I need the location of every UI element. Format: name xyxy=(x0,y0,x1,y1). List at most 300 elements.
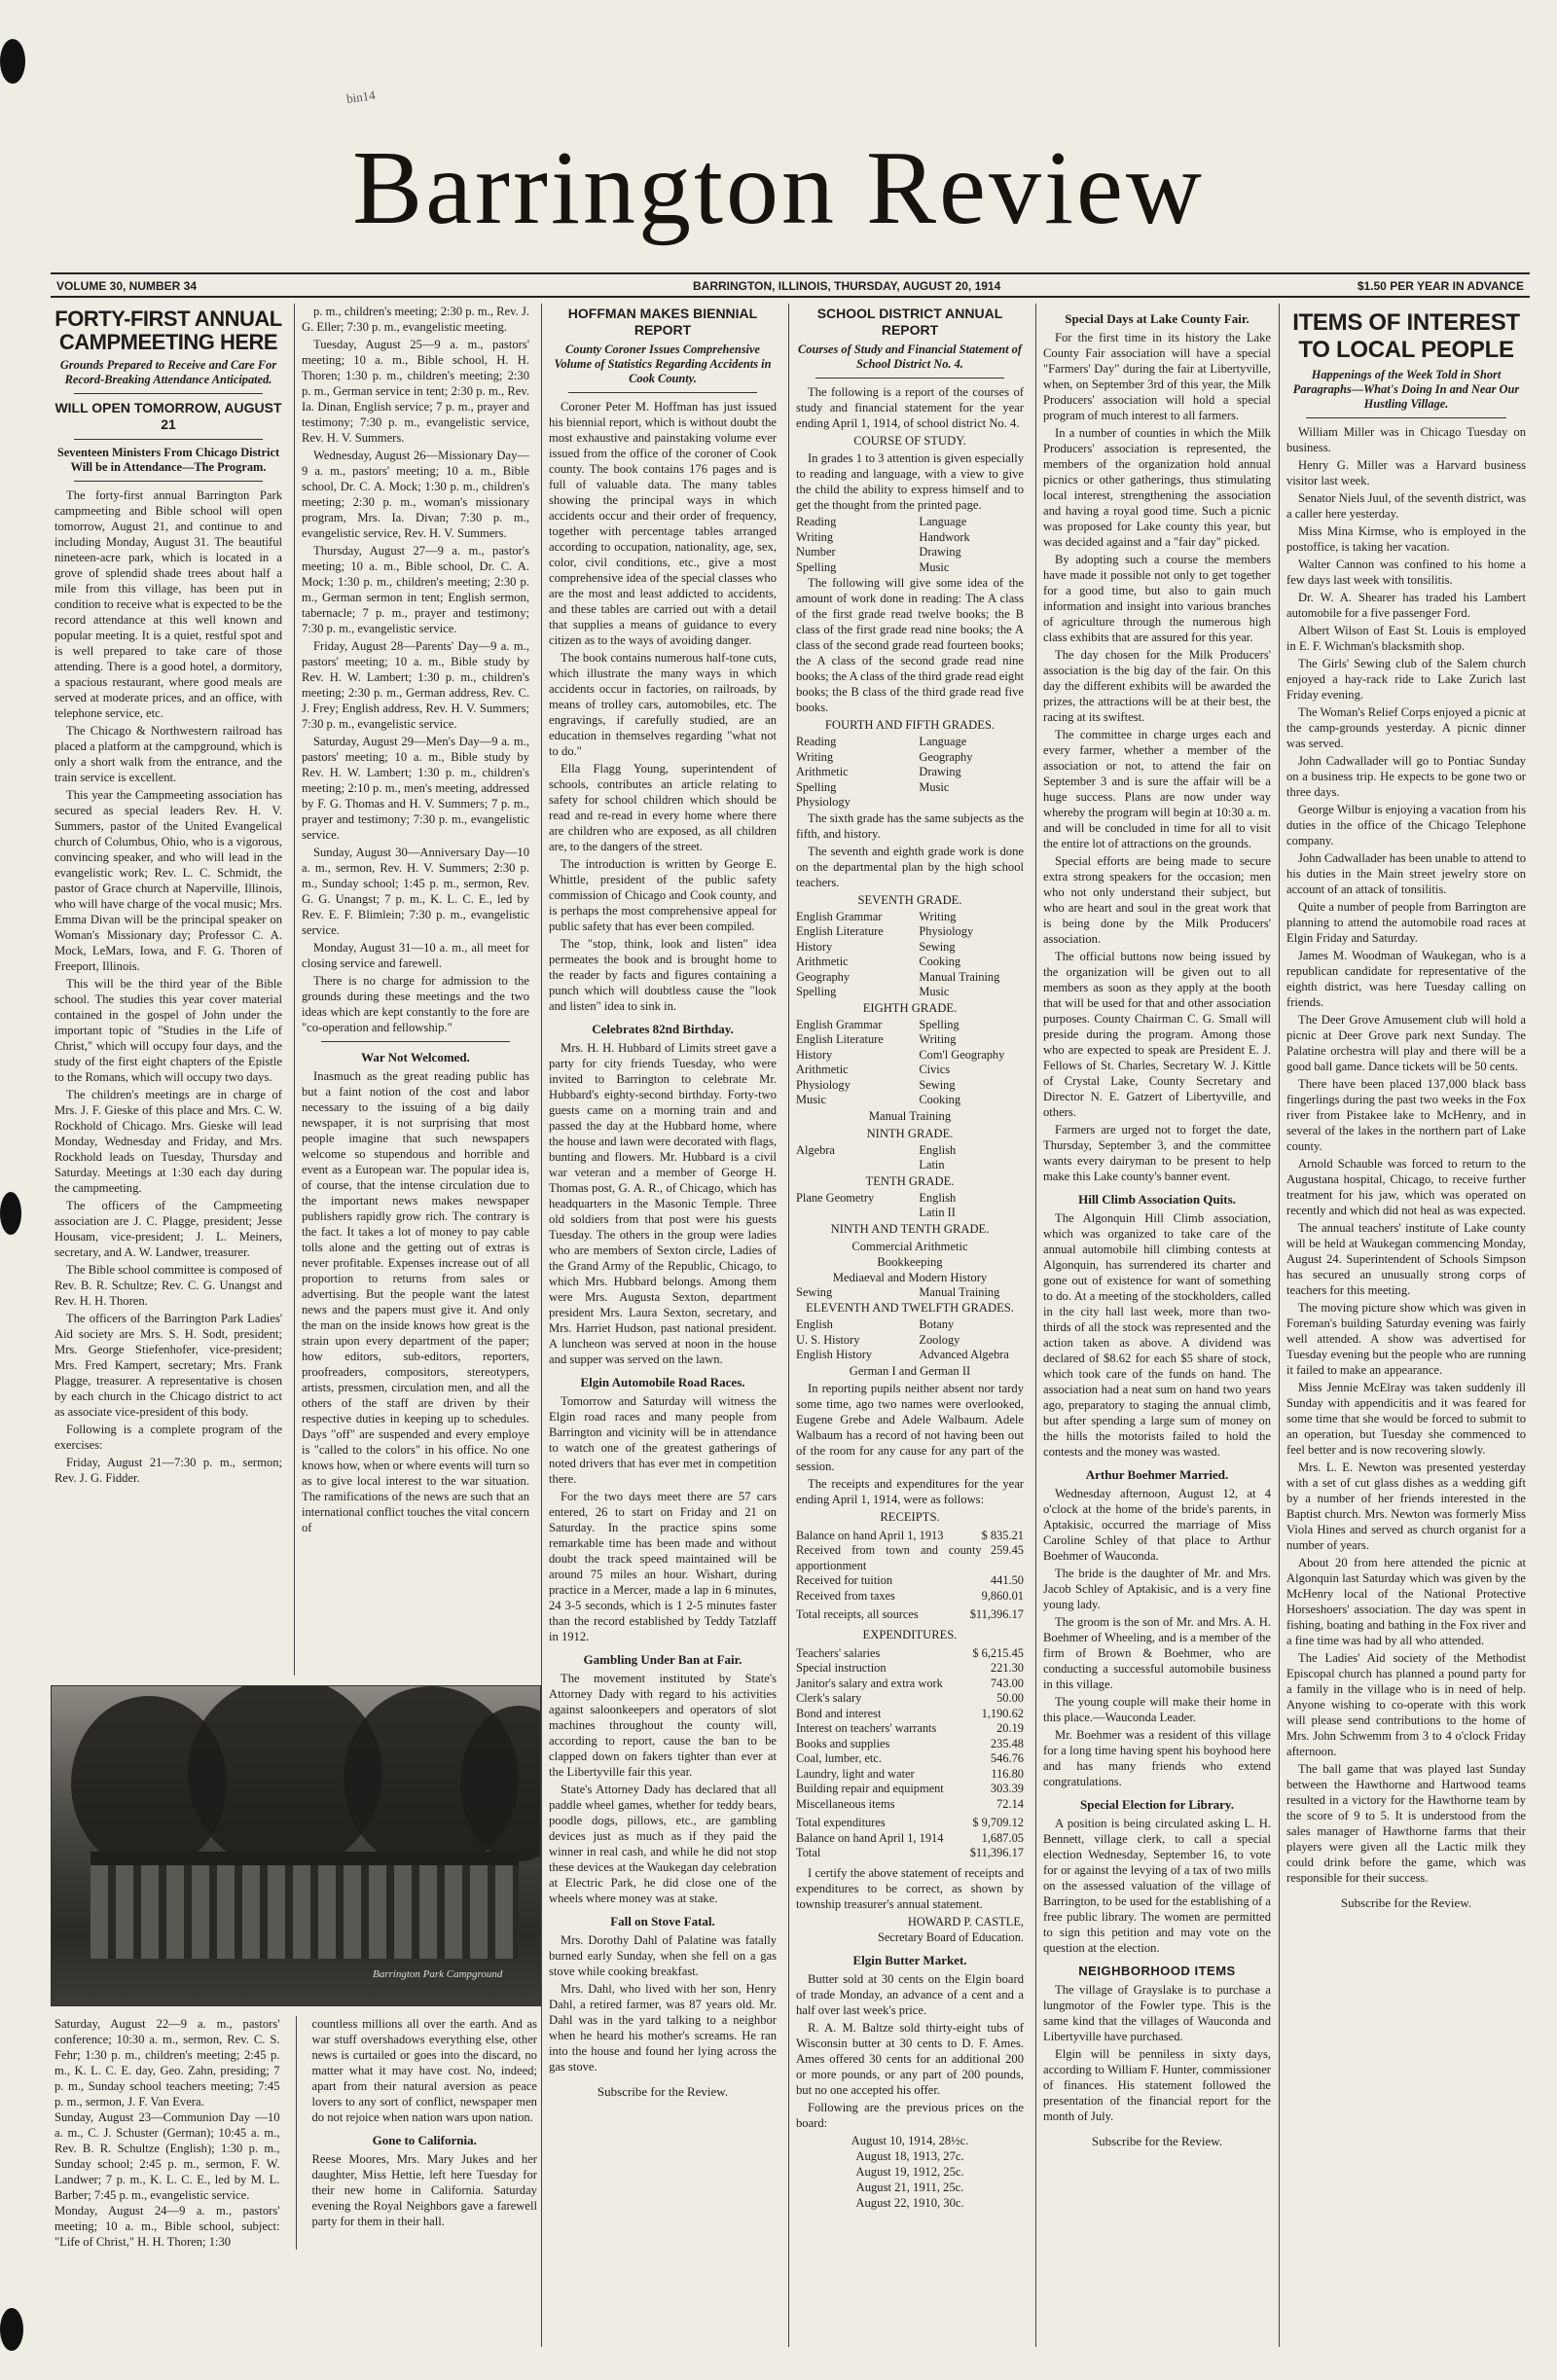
paragraph: The bride is the daughter of Mr. and Mrs. Jacob Schley of Aptakisic, and is a very fine young lady. xyxy=(1043,1567,1271,1611)
paragraph: John Cadwallader has been unable to attend to his duties in the Main street jewelry store on account of an attack of tonsilitis. xyxy=(1286,851,1526,896)
subject-item: Writing xyxy=(919,909,957,923)
article-body xyxy=(311,2016,537,2125)
subject-item: Number xyxy=(796,545,836,559)
ledger-label: Building repair and equipment xyxy=(796,1782,944,1795)
paragraph: There have been placed 137,000 black bass fingerlings during the past two weeks in the Fox river from Pistakee lake to McHenry, and in several of the lakes in the northern part of Lake county. xyxy=(1286,1077,1526,1153)
subject-item: Plane Geometry xyxy=(796,1190,875,1205)
subject-item: Manual Training xyxy=(868,1108,952,1123)
ledger-amount: 221.30 xyxy=(990,1661,1024,1675)
subject-row xyxy=(796,735,1024,750)
subject-item: Spelling xyxy=(796,779,837,794)
article-body xyxy=(1043,1982,1271,2124)
subject-row xyxy=(796,515,1024,530)
subject-row xyxy=(796,795,1024,811)
column-rule xyxy=(296,2016,297,2250)
masthead-title: Barrington Review xyxy=(352,130,1205,246)
subject-item: Sewing xyxy=(919,939,956,954)
expenditures-total xyxy=(796,1816,1024,1861)
subject-list xyxy=(796,1317,1024,1363)
headline-campmeeting: FORTY-FIRST ANNUAL CAMPMEETING HERE xyxy=(54,307,282,354)
subject-item: Language xyxy=(919,515,967,528)
subject-item: Spelling xyxy=(796,985,837,998)
ledger-amount: 743.00 xyxy=(990,1676,1024,1690)
article-body xyxy=(796,1971,1024,2131)
paragraph: In grades 1 to 3 attention is given especially to reading and language, with a view to give the child the ability to express himself and to get the thought from the printed page. xyxy=(796,451,1024,512)
subheadline-war: War Not Welcomed. xyxy=(361,1050,470,1064)
column-rule xyxy=(541,304,542,2347)
subject-item: Music xyxy=(796,1093,826,1106)
subject-item: Arithmetic xyxy=(796,955,849,968)
ledger-label: Special instruction xyxy=(796,1661,887,1675)
subject-item: Zoology xyxy=(919,1332,960,1347)
subject-row xyxy=(796,1191,1024,1207)
article-body xyxy=(1043,1816,1271,1956)
deck: County Coroner Issues Comprehensive Volume of Statistics Regarding Accidents in Cook County. xyxy=(554,343,772,385)
subject-row xyxy=(796,1093,1024,1108)
ledger-row xyxy=(796,1721,1024,1737)
ledger-label: Miscellaneous items xyxy=(796,1796,895,1811)
subheadline: Gone to California. xyxy=(372,2133,477,2147)
deck: Courses of Study and Financial Statement of School District No. 4. xyxy=(798,343,1022,371)
subject-row xyxy=(796,1032,1024,1048)
paragraph: For the two days meet there are 57 cars entered, 26 to start on Friday and 21 on Saturday. In the practice spins some remarkable time has been made and without doubt the track speed maintained will be around 75 miles an hour. Wishart, during practice in a Mercer, made a lap in 6 minutes, 24 3-5 seconds, which is 1 2-5 minutes faster than the record established by Teddy Tatzlaff in 1912. xyxy=(549,1490,777,1643)
ledger-amount: $ 835.21 xyxy=(981,1528,1024,1542)
pavilion-shape xyxy=(91,1852,519,1959)
paragraph: The forty-first annual Barrington Park campmeeting and Bible school will open tomorrow, August 21, and continue to and including Monday, August 31. The beautiful nineteen-acre park, which is located in a grove of splendid shade trees about half a mile from this village, has been put in condition to receive what is expected to be the record attendance at this well known and popular meeting. It is a quiet, restful spot and is well prepared to take care of those attending. There is a good hotel, a dormitory, a spacious restaurant, where good meals are served at moderate prices, and an office, with telephone service, etc. xyxy=(54,488,282,720)
ledger-label: Coal, lumber, etc. xyxy=(796,1751,882,1765)
ledger-label: Received from taxes xyxy=(796,1588,895,1603)
subject-item: Botany xyxy=(919,1317,955,1331)
ledger-label: Laundry, light and water xyxy=(796,1766,915,1781)
column-local-items xyxy=(1283,304,1530,2347)
dateline-bar xyxy=(51,272,1530,298)
subject-item: Spelling xyxy=(796,559,837,574)
subject-row xyxy=(796,1018,1024,1033)
paragraph: Wednesday afternoon, August 12, at 4 o'clock at the home of the bride's parents, in Aptakisic, occurred the marriage of Miss Caroline Schley of that place to Arthur Boehmer of Wauconda. xyxy=(1043,1487,1271,1563)
divider xyxy=(815,378,1004,379)
subject-list xyxy=(796,1143,1024,1173)
ledger-amount: 9,860.01 xyxy=(981,1588,1024,1603)
paragraph: Miss Mina Kirmse, who is employed in the postoffice, is taking her vacation. xyxy=(1286,524,1526,554)
headline-local-items: ITEMS OF INTEREST TO LOCAL PEOPLE xyxy=(1292,309,1520,363)
paragraph: William Miller was in Chicago Tuesday on business. xyxy=(1286,425,1526,454)
ledger-amount: 1,687.05 xyxy=(981,1830,1024,1845)
subject-item: Drawing xyxy=(919,545,961,559)
subject-row xyxy=(796,940,1024,956)
paragraph: Henry G. Miller was a Harvard business visitor last week. xyxy=(1286,458,1526,487)
photo-section xyxy=(51,1676,541,2347)
paragraph: A position is being circulated asking L. H. Bennett, village clerk, to call a special election Wednesday, September 16, to vote for or against the levying of a tax of two mills on the assessed valuation of the village of Barrington, to be used for the establishing of a free public library. The women are permitted to sign this petition and may vote on the question at the election. xyxy=(1043,1817,1271,1955)
paragraph: Tomorrow and Saturday will witness the Elgin road races and many people from Barrington and vicinity will be in attendance to watch one of the greatest gatherings of noted drivers that has ever met in competition there. xyxy=(549,1394,777,1486)
subject-item: Writing xyxy=(796,529,834,544)
paragraph: The day chosen for the Milk Producers' association is the big day of the fair. On this day the different exhibits will be awarded the prizes, the attractions will be at their best, the racing at its swiftest. xyxy=(1043,648,1271,724)
ledger-row xyxy=(796,1797,1024,1813)
paragraph: Coroner Peter M. Hoffman has just issued his biennial report, which is without doubt the most exhaustive and painstaking volume ever issued from the office of the coroner of Cook county. The book contains 176 pages and is full of valuable data. The many tables showing the principal ways in which accidents occur and their order of frequency, together with percentage tables arranged according to occupation, nationality, age, sex, color, civil conditions, etc., give a most comprehensive idea of the special classes who are the most and least addicted to accidents, and these tables are carried out with a detail that supplies a means of guidance to every citizen as to the ways of avoiding danger. xyxy=(549,400,777,647)
ledger-label: Received from town and county apportionment xyxy=(796,1543,982,1572)
article-body xyxy=(1043,330,1271,1184)
paragraph: Elgin will be penniless in sixty days, according to William F. Hunter, commissioner of finances. His statement followed the presentation of the financial report for the month of July. xyxy=(1043,2047,1271,2123)
ledger-row xyxy=(796,1782,1024,1797)
subject-row xyxy=(796,780,1024,796)
paragraph: Tuesday, August 25—9 a. m., pastors' meeting; 10 a. m., Bible school, H. H. Thoren; 1:30 p. m., children's meeting; 2:30 p. m., German service in tent; 2:30 p. m., Rev. Ia. Dinan, English service; 7 p. m., prayer and testimony; 7:30 p. m., evangelistic service, Rev. H. V. Summers. xyxy=(302,338,529,445)
subject-list xyxy=(796,1018,1024,1108)
paragraph: Farmers are urged not to forget the date, Thursday, September 3, and the committee wants every dairyman to be present to help make this Lake county's banner event. xyxy=(1043,1123,1271,1183)
subject-item: English xyxy=(919,1190,957,1205)
ledger-label: Balance on hand April 1, 1914 xyxy=(796,1830,944,1845)
price-list xyxy=(796,2133,1024,2211)
paragraph: The officers of the Campmeeting association are J. C. Plagge, president; Jesse Housam, vice-president; J. L. Meiners, secretary, and A. W. Landwer, treasurer. xyxy=(54,1199,282,1259)
subject-item: Latin xyxy=(919,1158,945,1172)
subscription-price: $1.50 PER YEAR IN ADVANCE xyxy=(1357,279,1524,293)
article-body xyxy=(1286,424,1526,1886)
ledger-amount: 441.50 xyxy=(990,1573,1024,1587)
subject-item: Sewing xyxy=(796,1284,833,1299)
subject-row xyxy=(796,560,1024,576)
paragraph: Albert Wilson of East St. Louis is employed in E. F. Wichman's blacksmith shop. xyxy=(1286,624,1526,653)
subject-item: Geography xyxy=(919,749,973,764)
article-body xyxy=(308,2016,541,2250)
subheadline: Special Election for Library. xyxy=(1080,1797,1234,1812)
subject-row xyxy=(796,1063,1024,1078)
ledger-amount: 116.80 xyxy=(991,1766,1024,1781)
subject-item: Handwork xyxy=(919,529,970,544)
subheadline: Arthur Boehmer Married. xyxy=(1085,1467,1229,1482)
paragraph: Arnold Schauble was forced to return to the Augustana hospital, Chicago, to receive further treatment for his jaw, which was operated on recently and which did not heal as was expected. xyxy=(1286,1157,1526,1217)
paragraph: Mrs. H. H. Hubbard of Limits street gave a party for city friends Tuesday, who were invited to Barrington to celebrate Mr. Hubbard's eighty-second birthday. Forty-two guests came on a morning train and and passed the day at the Hubbard home, where the house and lawn were decorated with flags, bunting and flowers. Mr. Hubbard is a civil war veteran and a member of George H. Thomas post, G. A. R., of Chicago, which has headquarters in the Masonic Temple. Three old soldiers from that post were his guests Tuesday. The others in the group were ladies who are members of Sexton circle, Ladies of the Grand Army of the Republic, Chicago, to which Mrs. Hubbard belongs. Among them were Mrs. Augusta Sexton, department president Mrs. Laura Sexton, secretary, and Mrs. Harriet Hudson, past national president. A luncheon was served at noon in the house and supper was served on the lawn. xyxy=(549,1041,777,1366)
paragraph: Friday, August 21—7:30 p. m., sermon; Rev. J. G. Fidder. xyxy=(54,1456,282,1485)
paragraph: R. A. M. Baltze sold thirty-eight tubs of Wisconsin butter at 30 cents to D. F. Ames. Ames offered 30 cents for an additional 200 or more pounds, or any part of 200 pounds, but no one accepted his offer. xyxy=(796,2020,1024,2097)
paragraph: Mrs. Dahl, who lived with her son, Henry Dahl, a retired farmer, was 87 years old. Mr. Dahl was in the yard talking to a neighbor when he heard his mother's screams. He ran into the house and found her lying across the gas stove. xyxy=(549,1982,777,2073)
column-coroner xyxy=(545,304,780,2347)
subject-item: Music xyxy=(919,985,950,998)
paragraph: The Chicago & Northwestern railroad has placed a platform at the campground, which is only a short walk from the entrance, and the train service is excellent. xyxy=(54,724,282,784)
paragraph: Walter Cannon was confined to his home a few days last week with tonsilitis. xyxy=(1286,558,1526,587)
article-body xyxy=(549,399,777,1014)
paragraph: The ball game that was played last Sunday between the Hawthorne and Hartwood teams resulted in a victory for the Hawthorne team by the score of 9 to 5. It is understood from the sales manager of Hawthorne farms that their players were given all the Lactic milk they could drink before the game, which was responsible for their success. xyxy=(1286,1762,1526,1885)
ledger-amount: 20.19 xyxy=(996,1721,1024,1735)
paragraph: Ella Flagg Young, superintendent of schools, contributes an article relating to safety for school children which should be read and re-read in every home where there are children who are exposed, as all children are, to the dangers of the street. xyxy=(549,762,777,853)
article-body xyxy=(302,1068,529,1535)
ledger-amount: 72.14 xyxy=(996,1796,1024,1811)
subject-item: Writing xyxy=(919,1032,957,1046)
subject-item: U. S. History xyxy=(796,1332,860,1347)
paragraph: Senator Niels Juul, of the seventh district, was a caller here yesterday. xyxy=(1286,491,1526,521)
paragraph: The book contains numerous half-tone cuts, which illustrate the many ways in which accidents occur in factories, on railroads, by means of trolley cars, automobiles, etc. The engravings, if carefully studied, are an education in themselves regarding "what not to do." xyxy=(549,651,777,758)
paragraph: I certify the above statement of receipts and expenditures to be correct, as shown by township treasurer's annual statement. xyxy=(796,1865,1024,1911)
deck: Grounds Prepared to Receive and Care For Record-Breaking Attendance Anticipated. xyxy=(59,358,277,386)
subject-item: English Literature xyxy=(796,1032,884,1046)
paragraph: Following is a complete program of the exercises: xyxy=(54,1423,282,1452)
paragraph: State's Attorney Dady has declared that all paddle wheel games, whether for teddy bears, poodle dogs, pillows, etc., are gambling devices just as much as if they paid the winner in real cash, and while he did not stop these devices at the Waukegan day celebration at Electric Park, he did close one of the wheels where money was at stake. xyxy=(549,1783,777,1905)
subject-item: Physiology xyxy=(919,924,974,938)
paragraph: There is no charge for admission to the grounds during these meetings and the two ideas which are kept constantly to the fore are "co-operation and fellowship." xyxy=(302,974,529,1034)
subject-item: Cooking xyxy=(919,1093,961,1106)
ledger-label: Received for tuition xyxy=(796,1573,893,1587)
divider xyxy=(1306,417,1506,418)
paragraph: Inasmuch as the great reading public has but a faint notion of the cost and labor necessary to the issuing of a big daily newspaper, it is not surprising that most people imagine that such newspapers welcome so stupendous and horrible and event as a European war. The popular idea is, of course, that the intense circulation due to the important news makes newspaper publishers rapidly grow rich. The contrary is the fact. It takes a lot of money to pay cable tolls alone and the getting out of extras is never profitable. Expenses increase out of all proportion to returns from sales or advertising. But the people want the latest news and the papers must give it. And only the man on the inside knows how great is the strain upon every department of the paper; how editors, sub-editors, reporters, proofreaders, compositors, stereotypers, artists, pressmen, circulation men, and all the others of the staff are driven by their respective duties in keeping up to schedules. Days "off" are suspended and every employe is "called to the colors" in his office. No one knows how, when or where events will turn so as to give local interest to the war situation. The ramifications of the news are such that an international conflict touches the vital concern of xyxy=(302,1069,529,1534)
ledger-amount: 50.00 xyxy=(996,1691,1024,1705)
divider xyxy=(74,393,263,394)
subheadline: WILL OPEN TOMORROW, AUGUST 21 xyxy=(54,400,282,432)
paragraph: Thursday, August 27—9 a. m., pastor's meeting; 10 a. m., Bible school, Dr. C. A. Mock; 1:30 p. m., children's meeting; 2:30 p. m., German sermon in tent; English sermon, tabernacle; 7 p. m., prayer and testimony; 7:30 p. m., evangelistic service. xyxy=(302,544,529,635)
paragraph: Monday, August 24—9 a. m., pastors' meeting; 10 a. m., Bible school, subject: "Life of Christ," H. H. Thoren; 1:30 xyxy=(54,2204,280,2249)
paragraph: Mrs. L. E. Newton was presented yesterday with a set of cut glass dishes as a wedding gift by a number of her friends interested in the Baptist church. Mrs. Newton was formerly Miss Viola Hines and served as church organist for a number of years. xyxy=(1286,1460,1526,1552)
ledger-row xyxy=(796,1589,1024,1605)
photo-caption: Barrington Park Campground xyxy=(373,1968,503,1980)
subject-item: Cooking xyxy=(919,955,961,968)
subject-row xyxy=(796,1158,1024,1173)
list-item: August 22, 1910, 30c. xyxy=(855,2195,964,2210)
paragraph: The village of Grayslake is to purchase a lungmotor of the Fowler type. This is the same kind that the villages of Wauconda and Libertyville have purchased. xyxy=(1043,1983,1271,2043)
paragraph: By adopting such a course the members have made it possible not only to get together for a good time, but also to gain much information and insight into various branches of agriculture through the numerous high class exhibits that are assured for this year. xyxy=(1043,553,1271,644)
binder-hole-top xyxy=(0,39,25,84)
subscribe-notice: Subscribe for the Review. xyxy=(1340,1895,1472,1910)
list-item: August 18, 1913, 27c. xyxy=(855,2148,964,2163)
ledger-label: Teachers' salaries xyxy=(796,1645,881,1660)
subject-item: Reading xyxy=(796,515,837,528)
paragraph: Saturday, August 29—Men's Day—9 a. m., pastors' meeting; 10 a. m., Bible study by Rev. H. W. Lambert; 1:30 p. m., children's meeting; 2:10 p. m., men's meeting, addressed by F. G. Thomas and H. V. Summers; 7 p. m., prayer and testimony; 7:30 p. m., evangelistic service. xyxy=(302,735,529,842)
subject-item xyxy=(796,1158,919,1173)
list-item: Commercial Arithmetic xyxy=(851,1239,968,1253)
ledger-label: Janitor's salary and extra work xyxy=(796,1676,943,1690)
section-title: EIGHTH GRADE. xyxy=(862,1000,958,1015)
bottom-columns xyxy=(51,2016,541,2250)
volume-number: VOLUME 30, NUMBER 34 xyxy=(56,279,198,293)
ledger-row xyxy=(796,1529,1024,1544)
subject-item: Civics xyxy=(919,1063,951,1076)
paragraph: Friday, August 28—Parents' Day—9 a. m., pastors' meeting; 10 a. m., Bible study by Rev. H. W. Lambert; 1:30 p. m., children's meeting; 2:30 p. m., German address, Rev. C. J. Frey; English address, Rev. H. V. Summers; 7:30 p. m., evangelistic service. xyxy=(302,639,529,731)
paragraph: The "stop, think, look and listen" idea permeates the book and is brought home to the reader by facts and figures containing a punch which will doubtless cause the "look and listen" idea to sink in. xyxy=(549,937,777,1013)
list-item: Mediaeval and Modern History xyxy=(832,1270,988,1284)
subheadline: Gambling Under Ban at Fair. xyxy=(583,1652,742,1667)
subject-item: Arithmetic xyxy=(796,1063,849,1076)
article-body xyxy=(311,2151,537,2229)
paragraph: Dr. W. A. Shearer has traded his Lambert automobile for a five passenger Ford. xyxy=(1286,591,1526,620)
ledger-label: Bond and interest xyxy=(796,1706,882,1720)
section-title: RECEIPTS. xyxy=(880,1509,940,1524)
subject-row xyxy=(796,765,1024,780)
ledger-row xyxy=(796,1737,1024,1752)
ledger-row xyxy=(796,1646,1024,1662)
paragraph: Sunday, August 23—Communion Day —10 a. m., C. J. Schuster (German); 10:45 a. m., Rev. B. R. Schultze (English); 1:30 p. m., Sunday school; 2:45 p. m., sermon, F. W. Landwer; 7 p. m., K. L. C. E., led by M. L. Barber; 7:45 p. m., evangelistic service. xyxy=(54,2110,280,2202)
ledger-amount: 303.39 xyxy=(990,1782,1024,1795)
ledger-row xyxy=(796,1543,1024,1573)
paragraph: The Ladies' Aid society of the Methodist Episcopal church has planned a pound party for a family in the village who is in need of help. Anyone wishing to co-operate with this work will please send contributions to the home of Mrs. John Schwemm from 3 to 4 o'clock Friday afternoon. xyxy=(1286,1651,1526,1758)
divider xyxy=(74,481,263,482)
column-fair xyxy=(1039,304,1275,2347)
subheadline: Elgin Automobile Road Races. xyxy=(580,1375,745,1389)
subject-item: English History xyxy=(796,1348,873,1361)
paragraph: The Deer Grove Amusement club will hold a picnic at Deer Grove park next Sunday. The Palatine orchestra will play and there will be a good ball game. Dance tickets will be 50 cents. xyxy=(1286,1013,1526,1073)
subject-item: Reading xyxy=(796,735,837,748)
paragraph: This year the Campmeeting association has secured as special leaders Rev. H. V. Summers, pastor of the United Evangelical church of Columbus, Ohio, who is a vigorous, convincing speaker, and who will lead in the evangelistic work; Rev. L. C. Schmidt, the pastor of Grace church at Naperville, Illinois, who will have charge of the vocal music; Mrs. Emma Divan will be the principal speaker on Woman's Missionary day; Professor C. A. Mock, LeMars, Iowa, and F. G. Thoren of Freeport, Illinois. xyxy=(54,788,282,973)
subject-row xyxy=(796,985,1024,1000)
subject-item: Writing xyxy=(796,749,834,764)
ledger-row xyxy=(796,1691,1024,1707)
paragraph: The committee in charge urges each and every farmer, whether a member of the association or not, to attend the fair on September 3 and is sure the affair will be a huge success. Plans are now under way whereby the program will begin at 10:30 a. m. and will be concluded in time for all to visit the entire lot of attractions on the grounds. xyxy=(1043,728,1271,850)
paragraph: In a number of counties in which the Milk Producers' association is represented, the members of the organization hold annual picnics or other gatherings, thus stimulating local interest, strengthening the association and having a royal good time. Such a picnic was proposed for Lake county this year, but was decided against and a "fair day" picked. xyxy=(1043,426,1271,549)
subject-row xyxy=(796,1048,1024,1064)
signer-name: HOWARD P. CASTLE, xyxy=(907,1914,1024,1929)
ledger-amount: $11,396.17 xyxy=(969,1607,1024,1621)
subject-item: Physiology xyxy=(796,795,851,809)
paragraph: Following are the previous prices on the board: xyxy=(796,2100,1024,2130)
receipts-total xyxy=(796,1607,1024,1623)
subject-row xyxy=(796,955,1024,970)
subject-row xyxy=(796,545,1024,560)
deck: Happenings of the Week Told in Short Paragraphs—What's Doing In and Near Our Hustling Village. xyxy=(1292,368,1520,411)
ledger-label: Interest on teachers' warrants xyxy=(796,1721,937,1735)
column-rule xyxy=(788,304,789,2347)
subject-row xyxy=(796,1348,1024,1363)
ledger-amount: $ 9,709.12 xyxy=(972,1816,1024,1829)
ledger-row xyxy=(796,1751,1024,1767)
ledger-row xyxy=(796,1573,1024,1589)
subject-row xyxy=(796,1333,1024,1349)
paragraph: George Wilbur is enjoying a vacation from his duties in the office of the Chicago Telephone company. xyxy=(1286,803,1526,847)
subheadline: NEIGHBORHOOD ITEMS xyxy=(1078,1964,1236,1978)
ledger-amount: 1,190.62 xyxy=(981,1706,1024,1720)
paragraph: countless millions all over the earth. And as war stuff overshadows everything else, other news is curtailed or goes into the discard, no matter what it may have cost. No, indeed; apart from their natural aversion as peace lovers to any sort of conflict, newspaper men do not rejoice when nation wars upon nation. xyxy=(311,2017,537,2124)
subject-list xyxy=(796,735,1024,811)
paragraph: The receipts and expenditures for the year ending April 1, 1914, were as follows: xyxy=(796,1476,1024,1506)
ledger-amount: 235.48 xyxy=(990,1736,1024,1750)
paragraph: About 20 from here attended the picnic at Algonquin last Saturday which was given by the McHenry local of the National Protective Horseshoers' association. The day was spent in fishing, boating and bathing in the Fox river and a fine time was had by all who attended. xyxy=(1286,1556,1526,1647)
subject-row xyxy=(796,750,1024,766)
list-item: August 10, 1914, 28½c. xyxy=(851,2133,969,2147)
subject-row xyxy=(796,1206,1024,1221)
subject-item: Com'l Geography xyxy=(919,1047,1005,1062)
subject-list xyxy=(796,515,1024,575)
section-title: SEVENTH GRADE. xyxy=(857,892,962,907)
subject-row xyxy=(796,1317,1024,1333)
paragraph: In reporting pupils neither absent nor tardy some time, ago two names were overlooked, Eugene Grebe and Adele Walbaum. Adele Walbaum has a record of not having been out of the room for any cause for any part of the session. xyxy=(796,1381,1024,1473)
paragraph: The groom is the son of Mr. and Mrs. A. H. Boehmer of Wheeling, and is a member of the firm of Brown & Boehmer, who are conducting a successful automobile business in this village. xyxy=(1043,1615,1271,1691)
subject-item: English Literature xyxy=(796,924,884,938)
section-title: EXPENDITURES. xyxy=(862,1627,958,1641)
subject-list xyxy=(796,1191,1024,1221)
divider xyxy=(74,439,263,440)
binder-hole-bottom xyxy=(0,2308,23,2351)
ledger-amount: 546.76 xyxy=(990,1751,1024,1765)
paragraph: Sunday, August 30—Anniversary Day—10 a. m., sermon, Rev. H. V. Summers; 2:30 p. m., Sunday school; 1:45 p. m., sermon, Rev. G. G. Unangst; 7 p. m., K. L. C. E., led by Rev. E. F. Blimlein; 7:30 p. m., evangelistic service. xyxy=(302,846,529,937)
paragraph: The Algonquin Hill Climb association, which was organized to take care of the annual automobile hill climbing contests at Algonquin, has surrendered its charter and gone out of existence for want of something to do. At a meeting of the stockholders, called in the city hall last week, more than two-thirds of all the stock was represented and the action taken as above. A dividend was declared of $8.62 for each $5 share of stock, which took care of the funds on hand. The association had a neat sum on hand two years ago, preparatory to staging the annual climb, but after spending a large sum of money on the hills the motorists failed to hold the contests and the money was wasted. xyxy=(1043,1211,1271,1459)
list-item: August 21, 1911, 25c. xyxy=(855,2180,964,2194)
paragraph: p. m., children's meeting; 2:30 p. m., Rev. J. G. Eller; 7:30 p. m., evangelistic meeting. xyxy=(302,305,529,334)
headline-school: SCHOOL DISTRICT ANNUAL REPORT xyxy=(816,306,1003,338)
subject-item: Manual Training xyxy=(919,969,1000,984)
subject-item: German I and German II xyxy=(849,1363,971,1378)
subject-item: History xyxy=(796,1047,833,1062)
paragraph: The officers of the Barrington Park Ladies' Aid society are Mrs. S. H. Sodt, president; Mrs. George Stiefenhofer, vice-president; Mrs. Fred Kampert, secretary; Mrs. Frank Plagge, treasurer. A representative is chosen by each church in the Chicago district to act as associate vice-president of this body. xyxy=(54,1312,282,1419)
subject-list xyxy=(796,910,1024,1000)
archive-mark: bin14 xyxy=(345,88,377,106)
paragraph: The children's meetings are in charge of Mrs. J. F. Gieske of this place and Mrs. C. W. Rockhold of Chicago. Mrs. Gieske will lead Monday, Wednesday and Friday, and Mrs. Rockhold leads on Tuesday, Thursday and Saturday. Meetings at 1:30 each day during the campmeeting. xyxy=(54,1088,282,1195)
subject-item: Latin II xyxy=(919,1206,956,1219)
subject-item: Drawing xyxy=(919,765,961,778)
subject-item: English xyxy=(796,1317,833,1331)
ledger-amount: $11,396.17 xyxy=(969,1846,1024,1859)
subject-item: Spelling xyxy=(919,1017,960,1031)
subject-item: Manual Training xyxy=(919,1284,1000,1299)
receipts-table xyxy=(796,1529,1024,1605)
paragraph: Special efforts are being made to secure extra strong speakers for the occasion; men who not only understand their subject, but who are heart and soul in the great work that is being done by the Milk Producers' association. xyxy=(1043,854,1271,946)
list-item: Bookkeeping xyxy=(877,1254,943,1269)
article-body xyxy=(54,487,282,1486)
paragraph: The young couple will make their home in this place.—Wauconda Leader. xyxy=(1043,1695,1271,1724)
paragraph: The Woman's Relief Corps enjoyed a picnic at the camp-grounds yesterday. A picnic dinner was served. xyxy=(1286,705,1526,750)
ledger-amount: $ 6,215.45 xyxy=(972,1645,1024,1660)
section-title: FOURTH AND FIFTH GRADES. xyxy=(824,718,996,732)
article-body xyxy=(549,1393,777,1644)
subject-item: Music xyxy=(919,559,950,574)
subject-row xyxy=(796,924,1024,940)
subject-item: Sewing xyxy=(919,1077,956,1092)
ledger-row xyxy=(796,1661,1024,1677)
paragraph: The seventh and eighth grade work is done on the departmental plan by the high school teachers. xyxy=(796,844,1024,889)
paragraph: The movement instituted by State's Attorney Dady with regard to his activities against saloonkeepers and operators of slot machines throughout the county will, according to report, cause the ban to be clapped down on fakers tighter than ever at the Libertyville fair this year. xyxy=(549,1672,777,1779)
subject-item: Arithmetic xyxy=(796,765,849,778)
subject-item: Physiology xyxy=(796,1077,851,1092)
subject-row xyxy=(796,1143,1024,1159)
subject-item xyxy=(796,1206,919,1221)
paragraph: For the first time in its history the Lake County Fair association will have a special "Farmers' Day" during the fair at Libertyville, when, on September 3rd of this year, the Milk Producers' association will hold a special program of much interest to all farmers. xyxy=(1043,331,1271,422)
section-title: NINTH GRADE. xyxy=(866,1126,954,1140)
section-title: TENTH GRADE. xyxy=(865,1173,955,1188)
paragraph: The following is a report of the courses of study and financial statement for the year ending April 1, 1914, of school district No. 4. xyxy=(796,385,1024,430)
place-date: BARRINGTON, ILLINOIS, THURSDAY, AUGUST 20, 1914 xyxy=(693,279,1001,293)
subject-item: English Grammar xyxy=(796,909,883,923)
ledger-label: Clerk's salary xyxy=(796,1691,862,1705)
article-body xyxy=(549,1932,777,2074)
subject-item: Algebra xyxy=(796,1142,835,1157)
paragraph: Reese Moores, Mrs. Mary Jukes and her daughter, Miss Hettie, left here Tuesday for their new home in California. Saturday evening the Royal Neighbors gave a farewell party for them in their hall. xyxy=(311,2152,537,2228)
paragraph: James M. Woodman of Waukegan, who is a republican candidate for representative of the eighth district, was here Tuesday calling on friends. xyxy=(1286,949,1526,1009)
deck: Seventeen Ministers From Chicago District Will be in Attendance—The Program. xyxy=(56,446,280,474)
paragraph: Saturday, August 22—9 a. m., pastors' conference; 10:30 a. m., sermon, Rev. C. S. Fehr; 1:30 p. m., children's meeting; 2:45 p. m., K. L. C. E. day, Geo. Zahn, presiding; 7 p. m., Sunday school teachers meeting; 7:45 p. m., sermon, J. F. Van Evera. xyxy=(54,2017,280,2109)
divider xyxy=(321,1041,510,1042)
paragraph: The official buttons now being issued by the organization will be given out to all members as soon as they apply at the booth that will be used for that and other association purposes. County Chairman C. G. Small will preside during the program. Among those who are expected to speak are President E. J. Fellows of St. Charles, Secretary W. J. Kittle of Crystal Lake, County Secretary and Director N. E. Gatzert of Libertyville, and others. xyxy=(1043,950,1271,1119)
expenditures-table xyxy=(796,1646,1024,1813)
subject-row xyxy=(796,1285,1024,1301)
article-body xyxy=(302,304,529,1035)
article-body xyxy=(549,1671,777,1906)
section-title: ELEVENTH AND TWELFTH GRADES. xyxy=(806,1301,1014,1315)
paragraph: The annual teachers' institute of Lake county will be held at Waukegan commencing Monday, August 24. Superintendent of Schools Simpson has secured an unusually strong corps of teachers for this meeting. xyxy=(1286,1221,1526,1297)
signer-title: Secretary Board of Education. xyxy=(877,1929,1024,1944)
ledger-label: Total expenditures xyxy=(796,1816,886,1829)
paragraph: The Girls' Sewing club of the Salem church enjoyed a hay-rack ride to Lake Zurich last Friday evening. xyxy=(1286,657,1526,702)
article-body xyxy=(1043,1486,1271,1789)
subject-row xyxy=(796,970,1024,986)
article-body xyxy=(51,2016,284,2250)
section-title: COURSE OF STUDY. xyxy=(853,434,966,448)
subject-item: Music xyxy=(919,779,950,794)
ledger-row xyxy=(796,1677,1024,1692)
ledger-row xyxy=(796,1707,1024,1722)
subject-row xyxy=(796,910,1024,925)
paragraph: Wednesday, August 26—Missionary Day—9 a. m., pastors' meeting; 10 a. m., Bible school, Dr. C. A. Mock; 1:30 p. m., children's meeting; 2:30 p. m., woman's missionary program, Mrs. Ia. Divan; 7:30 p. m., evangelistic service, Rev. H. V. Summers. xyxy=(302,449,529,540)
subject-item: Geography xyxy=(796,969,851,984)
paragraph: Miss Jennie McElray was taken suddenly ill Sunday with appendicitis and it was feared for some time that she would be forced to submit to an operation, but Tuesday she commenced to feel better and is now recovering slowly. xyxy=(1286,1381,1526,1457)
subject-item: Language xyxy=(919,735,967,748)
subject-item: English Grammar xyxy=(796,1017,883,1031)
subject-item: History xyxy=(796,939,833,954)
paragraph: John Cadwallader will go to Pontiac Sunday on a business trip. He expects to be gone two or three days. xyxy=(1286,754,1526,799)
paragraph: Mrs. Dorothy Dahl of Palatine was fatally burned early Sunday, when she fell on a gas stove while cooking breakfast. xyxy=(549,1933,777,1978)
paragraph: The introduction is written by George E. Whittle, president of the public safety commission of Chicago and Cook county, and is perhaps the most comprehensive appeal for public safety that has ever been compiled. xyxy=(549,857,777,933)
paragraph: This will be the third year of the Bible school. The studies this year cover material contained in the gospel of John under the important topic of "Studies in the Life of Christ," which will occupy four days, and the study of the first eight chapters of the Epistle to the Romans, which will occupy two days. xyxy=(54,977,282,1084)
